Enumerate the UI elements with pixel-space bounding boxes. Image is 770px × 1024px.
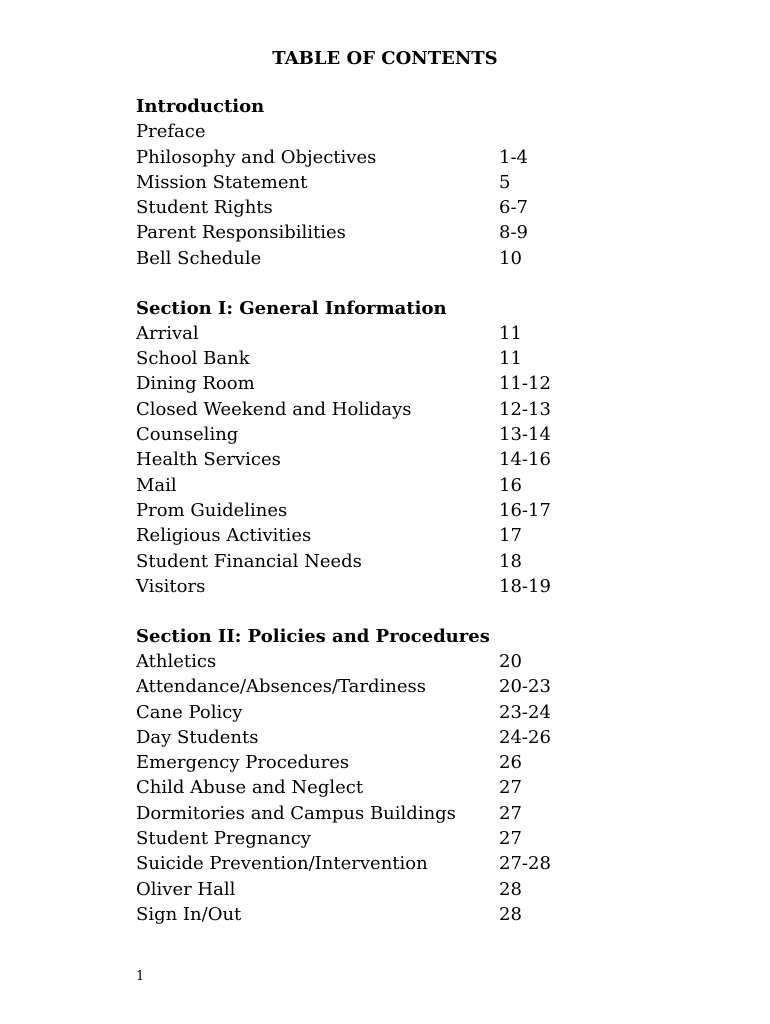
entry-title: Parent Responsibilities — [136, 222, 346, 244]
entry-pages: 27 — [499, 802, 522, 824]
entry-pages: 28 — [499, 878, 522, 900]
entry-title: Counseling — [136, 424, 239, 446]
entry-pages: 27 — [499, 828, 522, 850]
toc-entry — [136, 195, 636, 220]
entry-pages: 10 — [499, 247, 522, 269]
toc-entry — [136, 397, 636, 422]
toc-entry — [136, 826, 636, 851]
entry-pages: 17 — [499, 525, 522, 547]
entry-pages: 14-16 — [499, 449, 551, 471]
entry-pages: 20-23 — [499, 676, 551, 698]
entry-title: Health Services — [136, 449, 281, 471]
entry-pages: 27 — [499, 777, 522, 799]
entry-pages: 18 — [499, 550, 522, 572]
toc-entry — [136, 473, 636, 498]
entry-pages: 8-9 — [499, 222, 528, 244]
entry-title: Dining Room — [136, 373, 255, 395]
entry-pages: 5 — [499, 171, 511, 193]
entry-pages: 13-14 — [499, 424, 551, 446]
entry-title: Emergency Procedures — [136, 752, 350, 774]
toc-entry — [136, 902, 636, 927]
entry-title: Suicide Prevention/Intervention — [136, 853, 428, 875]
toc-section — [136, 624, 636, 928]
entry-title: Student Pregnancy — [136, 828, 311, 850]
section-heading: Section II: Policies and Procedures — [136, 625, 490, 647]
entry-title: Bell Schedule — [136, 247, 262, 269]
entry-pages: 26 — [499, 752, 522, 774]
entry-title: Dormitories and Campus Buildings — [136, 802, 456, 824]
toc-section — [136, 94, 636, 271]
toc-entry — [136, 371, 636, 396]
entry-title: Student Financial Needs — [136, 550, 362, 572]
entry-title: Cane Policy — [136, 701, 243, 723]
toc-entry — [136, 851, 636, 876]
entry-title: Oliver Hall — [136, 878, 236, 900]
toc-entry — [136, 801, 636, 826]
toc-entry — [136, 498, 636, 523]
entry-title: Attendance/Absences/Tardiness — [136, 676, 427, 698]
toc-entry — [136, 170, 636, 195]
toc-body — [136, 94, 636, 952]
entry-pages: 24-26 — [499, 726, 551, 748]
entry-pages: 16-17 — [499, 499, 551, 521]
toc-entry — [136, 574, 636, 599]
toc-entry — [136, 145, 636, 170]
toc-entry — [136, 346, 636, 371]
entry-title: Child Abuse and Neglect — [136, 777, 364, 799]
section-heading: Section I: General Information — [136, 297, 447, 319]
entry-pages: 11 — [499, 322, 522, 344]
entry-title: Mission Statement — [136, 171, 308, 193]
toc-entry — [136, 549, 636, 574]
entry-pages: 12-13 — [499, 398, 551, 420]
entry-pages: 6-7 — [499, 197, 528, 219]
toc-entry — [136, 877, 636, 902]
entry-pages: 27-28 — [499, 853, 551, 875]
toc-entry — [136, 523, 636, 548]
toc-entry — [136, 220, 636, 245]
entry-title: Preface — [136, 121, 206, 143]
entry-pages: 11-12 — [499, 373, 551, 395]
entry-title: Athletics — [136, 650, 217, 672]
page-number: 1 — [136, 969, 145, 984]
entry-pages: 18-19 — [499, 575, 551, 597]
entry-title: Visitors — [136, 575, 206, 597]
toc-entry — [136, 725, 636, 750]
toc-title: TABLE OF CONTENTS — [272, 48, 498, 69]
entry-title: Arrival — [136, 322, 199, 344]
toc-section — [136, 296, 636, 600]
section-heading: Introduction — [136, 96, 265, 117]
entry-title: Closed Weekend and Holidays — [136, 398, 412, 420]
toc-entry — [136, 750, 636, 775]
entry-title: School Bank — [136, 348, 250, 370]
entry-pages: 20 — [499, 650, 522, 672]
toc-entry — [136, 649, 636, 674]
entry-title: Sign In/Out — [136, 903, 242, 925]
entry-title: Philosophy and Objectives — [136, 146, 377, 168]
toc-entry — [136, 422, 636, 447]
toc-entry — [136, 775, 636, 800]
entry-pages: 28 — [499, 903, 522, 925]
entry-title: Student Rights — [136, 197, 273, 219]
entry-title: Prom Guidelines — [136, 499, 288, 521]
toc-entry — [136, 700, 636, 725]
entry-pages: 16 — [499, 474, 522, 496]
entry-pages: 23-24 — [499, 701, 551, 723]
toc-entry — [136, 447, 636, 472]
toc-entry — [136, 246, 636, 271]
entry-title: Religious Activities — [136, 525, 312, 547]
entry-title: Day Students — [136, 726, 259, 748]
toc-entry — [136, 674, 636, 699]
entry-pages: 1-4 — [499, 146, 528, 168]
entry-pages: 11 — [499, 348, 522, 370]
toc-entry — [136, 321, 636, 346]
entry-title: Mail — [136, 474, 177, 496]
toc-entry — [136, 119, 636, 144]
